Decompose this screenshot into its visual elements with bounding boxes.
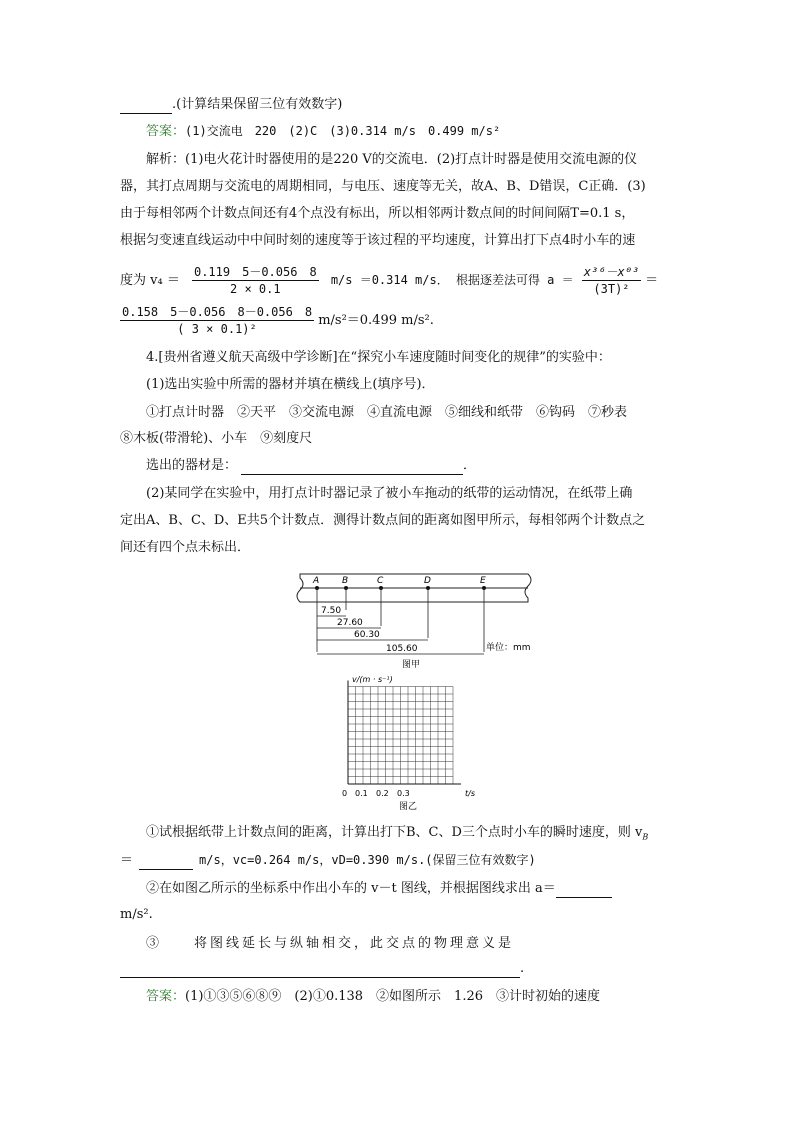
sub2-line-b: m/s².	[120, 907, 153, 922]
calc-suffix: m/s²＝0.499 m/s².	[318, 313, 434, 328]
analysis-line-3: 由于每相邻两个计数点间还有4个点没有标出，所以相邻两计数点间的时间间隔T=0.1 s，	[120, 206, 635, 221]
sub2-line-a	[146, 880, 612, 898]
q4-select-line: 选出的器材是： ．	[146, 458, 477, 473]
x-axis-label: t/s	[465, 789, 475, 798]
v4-numerator: 0.119 5－0.056 8	[193, 265, 317, 279]
a-numerator: x³⁶－x⁰³	[583, 265, 640, 279]
dist-ae: 105.60	[386, 644, 418, 654]
figure-yi-grid	[330, 672, 490, 814]
v4-denominator: 2 × 0.1	[230, 282, 281, 296]
calc-fraction	[120, 304, 314, 337]
sub1-eq: ＝	[120, 853, 134, 868]
v4-fraction	[192, 264, 319, 297]
caption-jia: 图甲	[402, 660, 421, 670]
q4-part2-1: (2)某同学在实验中，用打点计时器记录了被小车拖动的纸带的运动情况，在纸带上确	[146, 486, 633, 501]
a-equals: ＝	[645, 273, 659, 288]
q4-options-2: ⑧木板(带滑轮)、小车 ⑨刻度尺	[120, 431, 313, 446]
calc-numerator: 0.158 5－0.056 8－0.056 8	[122, 305, 313, 319]
answer-text: (1)交流电 220 (2)C (3)0.314 m/s 0.499 m/s²	[185, 124, 501, 138]
x-tick-3: 0.3	[397, 789, 410, 798]
label-d: D	[424, 576, 431, 586]
label-c: C	[377, 576, 384, 586]
vb-blank[interactable]	[139, 869, 193, 870]
answer-text-q4: (1)①③⑤⑥⑧⑨ (2)①0.138 ②如图所示 1.26 ③计时初始的速度	[185, 989, 601, 1004]
answer-label: 答案：	[146, 124, 186, 139]
sub2-text-a: ②在如图乙所示的坐标系中作出小车的 v－t 图线，并根据图线求出 a＝	[146, 881, 556, 896]
tail-text: .(计算结果保留三位有效数字)	[172, 97, 343, 112]
prev-question-tail	[120, 96, 342, 114]
dist-ab: 7.50	[321, 606, 342, 616]
analysis-line-4: 根据匀变速直线运动中中间时刻的速度等于该过程的平均速度，计算出打下点4时小车的速	[120, 233, 636, 248]
sub1-line-a: ①试根据纸带上计数点间的距离，计算出打下B、C、D三个点时小车的瞬时速度，则 $v_B$	[146, 825, 649, 842]
analysis-line-1: 解析：(1)电火花计时器使用的是220 V的交流电．(2)打点计时器是使用交流电源的仪	[146, 152, 638, 167]
caption-yi: 图乙	[399, 802, 418, 812]
q4-options-1: ①打点计时器 ②天平 ③交流电源 ④直流电源 ⑤细线和纸带 ⑥钩码 ⑦秒表	[146, 405, 628, 420]
v4-formula-line	[120, 262, 658, 298]
a-blank[interactable]	[556, 897, 612, 898]
a-fraction	[582, 264, 641, 297]
v4-suffix: m/s ＝0.314 m/s． 根据逐差法可得 a ＝	[330, 273, 574, 287]
answer-label-q4: 答案：	[146, 989, 186, 1004]
x-tick-1: 0.1	[355, 789, 368, 798]
q4-part2-2: 定出A、B、C、D、E共5个计数点．测得计数点间的距离如图甲所示，每相邻两个计数点之	[120, 513, 646, 528]
grid-lines	[348, 681, 461, 785]
select-blank[interactable]	[241, 474, 463, 475]
calc-denominator: ( 3 × 0.1)²	[177, 322, 257, 336]
sub3-blank-line	[120, 960, 524, 978]
figure-jia-tape	[290, 568, 540, 670]
sub1-line-b	[120, 851, 536, 870]
unit-label: 单位：mm	[486, 643, 531, 653]
sub3-line: ③ 将图线延长与纵轴相交，此交点的物理意义是	[146, 936, 515, 951]
q4-part1: (1)选出实验中所需的器材并填在横线上(填序号)．	[146, 377, 435, 392]
a-denominator: (3T)²	[593, 282, 630, 296]
sub1-text-b: m/s，vc=0.264 m/s，vD=0.390 m/s.(保留三位有效数字)	[199, 853, 536, 867]
sub3-end: .	[520, 961, 525, 976]
label-a: A	[313, 576, 320, 586]
q4-part2-3: 间还有四个点未标出．	[120, 540, 251, 555]
calc-line	[120, 303, 434, 339]
y-axis-label: v/(m · s⁻¹)	[352, 675, 393, 684]
select-label: 选出的器材是：	[146, 458, 238, 473]
sub1-text-a: ①试根据纸带上计数点间的距离，计算出打下B、C、D三个点时小车的瞬时速度，则 v	[146, 825, 643, 840]
dist-ac: 27.60	[337, 618, 363, 628]
v4-prefix: 度为 v₄ ＝	[120, 273, 180, 288]
prev-answer	[146, 122, 500, 141]
label-b: B	[342, 576, 349, 586]
label-e: E	[480, 576, 486, 586]
x-tick-0: 0	[342, 789, 348, 798]
q4-stem: 4.[贵州省遵义航天高级中学诊断]在“探究小车速度随时间变化的规律”的实验中：	[146, 350, 611, 365]
x-tick-2: 0.2	[376, 789, 389, 798]
meaning-blank[interactable]	[120, 977, 520, 978]
dist-ad: 60.30	[354, 630, 380, 640]
analysis-line-2: 器，其打点周期与交流电的周期相同，与电压、速度等无关，故A、B、D错误，C正确．(3)	[120, 179, 646, 194]
answer-blank	[120, 113, 172, 114]
q4-answer	[146, 988, 600, 1006]
